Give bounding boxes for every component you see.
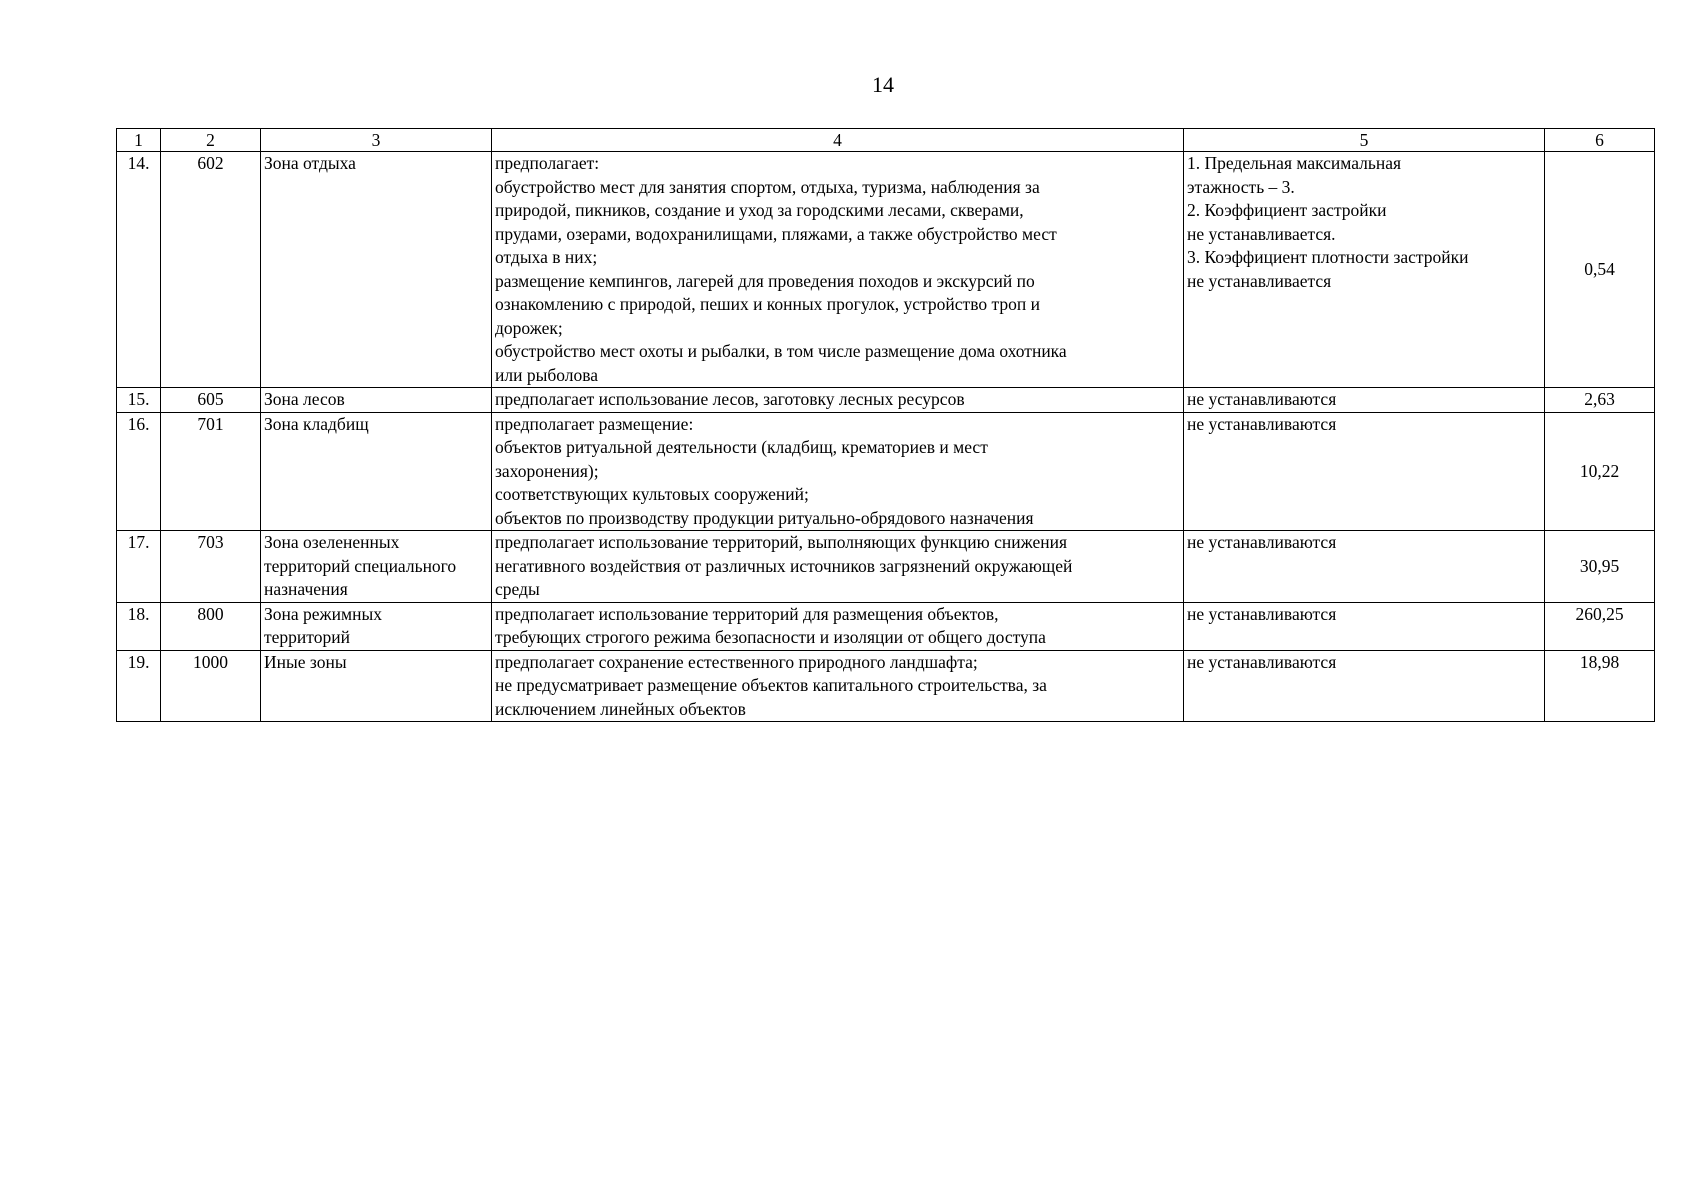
row-number-cell: 18.: [117, 602, 161, 650]
zone-code-cell: 701: [161, 412, 261, 531]
header-cell: 4: [492, 129, 1184, 152]
zone-description-cell: [492, 602, 1184, 650]
zone-description-cell: [492, 650, 1184, 722]
row-number-cell: 15.: [117, 388, 161, 413]
header-cell: 6: [1545, 129, 1655, 152]
description-line: дорожек;: [495, 317, 563, 338]
header-cell: 3: [261, 129, 492, 152]
description-line: среды: [495, 579, 540, 599]
zone-parameters-cell: [1184, 650, 1545, 722]
table-row: [117, 602, 1655, 650]
description-line: предполагает использование территорий, выполняющих функцию снижения: [495, 532, 1068, 552]
description-line: объектов ритуальной деятельности (кладбищ, крематориев и мест: [495, 437, 988, 457]
zone-name-cell: [261, 412, 492, 531]
zone-parameters-cell: [1184, 531, 1545, 603]
description-line: исключением линейных объектов: [495, 698, 746, 719]
zone-area-cell: 18,98: [1545, 650, 1655, 722]
zone-area-cell: 10,22: [1545, 412, 1655, 531]
description-line: природой, пикников, создание и уход за городскими лесами, скверами,: [495, 200, 1024, 220]
zone-area-cell: 0,54: [1545, 152, 1655, 388]
description-line: предполагает размещение:: [495, 413, 694, 434]
parameters-line: не устанавливаются: [1187, 532, 1337, 552]
header-cell: 1: [117, 129, 161, 152]
parameters-line: этажность – 3.: [1187, 176, 1295, 197]
row-number-cell: 19.: [117, 650, 161, 722]
zone-name-line: территорий специального: [264, 555, 457, 576]
table-row: [117, 531, 1655, 603]
zone-name-line: назначения: [264, 579, 348, 599]
parameters-line: 2. Коэффициент застройки: [1187, 200, 1387, 220]
description-line: негативного воздействия от различных источников загрязнений окружающей: [495, 555, 1073, 576]
table-row: [117, 152, 1655, 388]
zone-code-cell: 602: [161, 152, 261, 388]
description-line: отдыха в них;: [495, 247, 598, 267]
table-row: [117, 650, 1655, 722]
zone-name-line: Зона отдыха: [264, 153, 356, 173]
description-line: захоронения);: [495, 460, 599, 481]
zone-code-cell: 703: [161, 531, 261, 603]
description-line: объектов по производству продукции ритуально-обрядового назначения: [495, 507, 1034, 528]
zone-name-cell: [261, 388, 492, 413]
parameters-line: 1. Предельная максимальная: [1187, 153, 1402, 173]
row-number-cell: 17.: [117, 531, 161, 603]
zone-name-line: Иные зоны: [264, 651, 347, 672]
zone-name-line: Зона озелененных: [264, 532, 400, 552]
description-line: требующих строгого режима безопасности и изоляции от общего доступа: [495, 627, 1046, 647]
zone-name-cell: [261, 602, 492, 650]
zone-code-cell: 1000: [161, 650, 261, 722]
zone-name-line: Зона режимных: [264, 603, 382, 624]
zone-parameters-cell: [1184, 388, 1545, 413]
page-number: 14: [872, 72, 894, 97]
parameters-line: не устанавливаются: [1187, 651, 1337, 672]
zoning-table-body: [117, 129, 1655, 722]
table-row: [117, 388, 1655, 413]
description-line: обустройство мест охоты и рыбалки, в том числе размещение дома охотника: [495, 341, 1067, 361]
description-line: предполагает использование лесов, заготовку лесных ресурсов: [495, 389, 965, 409]
row-number-cell: 14.: [117, 152, 161, 388]
parameters-line: не устанавливается.: [1187, 223, 1336, 244]
description-line: соответствующих культовых сооружений;: [495, 484, 809, 504]
table-header-row: [117, 129, 1655, 152]
zone-name-cell: [261, 531, 492, 603]
zone-area-cell: 2,63: [1545, 388, 1655, 413]
zone-parameters-cell: [1184, 412, 1545, 531]
zone-name-cell: [261, 650, 492, 722]
description-line: предполагает сохранение естественного природного ландшафта;: [495, 651, 978, 672]
zone-name-line: Зона лесов: [264, 389, 345, 409]
description-line: предполагает использование территорий для размещения объектов,: [495, 603, 999, 624]
zone-description-cell: [492, 531, 1184, 603]
zoning-table: [116, 128, 1655, 722]
zone-parameters-cell: [1184, 602, 1545, 650]
header-cell: 5: [1184, 129, 1545, 152]
table-row: [117, 412, 1655, 531]
zone-code-cell: 800: [161, 602, 261, 650]
zone-parameters-cell: [1184, 152, 1545, 388]
description-line: обустройство мест для занятия спортом, отдыха, туризма, наблюдения за: [495, 176, 1040, 197]
zone-description-cell: [492, 152, 1184, 388]
parameters-line: не устанавливаются: [1187, 389, 1337, 409]
description-line: размещение кемпингов, лагерей для проведения походов и экскурсий по: [495, 270, 1035, 291]
parameters-line: 3. Коэффициент плотности застройки: [1187, 247, 1469, 267]
zone-description-cell: [492, 388, 1184, 413]
parameters-line: не устанавливаются: [1187, 603, 1337, 624]
description-line: или рыболова: [495, 364, 599, 385]
zone-description-cell: [492, 412, 1184, 531]
zone-name-line: территорий: [264, 627, 350, 647]
zone-name-cell: [261, 152, 492, 388]
row-number-cell: 16.: [117, 412, 161, 531]
parameters-line: не устанавливается: [1187, 270, 1332, 291]
parameters-line: не устанавливаются: [1187, 413, 1337, 434]
zone-code-cell: 605: [161, 388, 261, 413]
description-line: не предусматривает размещение объектов капитального строительства, за: [495, 675, 1047, 695]
zone-name-line: Зона кладбищ: [264, 413, 369, 434]
description-line: прудами, озерами, водохранилищами, пляжами, а также обустройство мест: [495, 223, 1057, 244]
header-cell: 2: [161, 129, 261, 152]
description-line: ознакомлению с природой, пеших и конных прогулок, устройство троп и: [495, 294, 1040, 314]
zone-area-cell: 260,25: [1545, 602, 1655, 650]
zone-area-cell: 30,95: [1545, 531, 1655, 603]
description-line: предполагает:: [495, 153, 600, 173]
